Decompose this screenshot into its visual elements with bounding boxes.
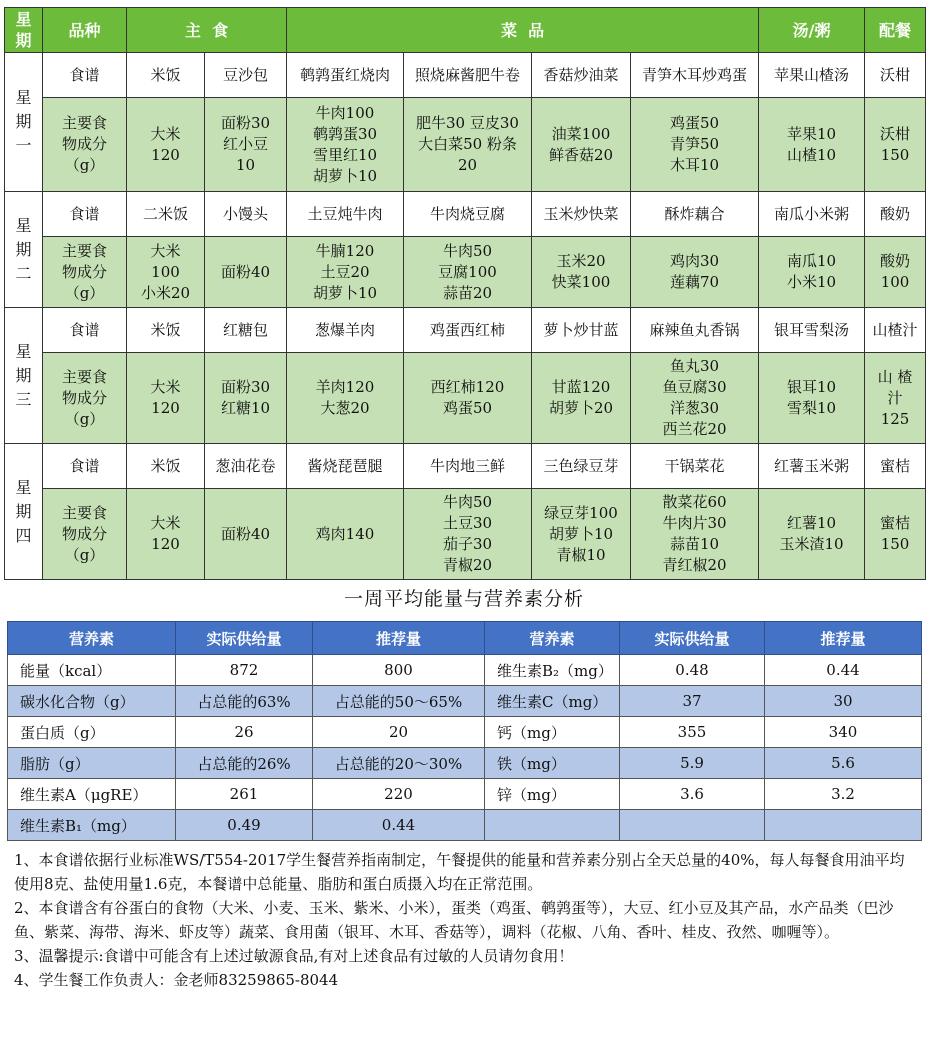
nutrient-cell: 钙（mg）	[485, 717, 620, 748]
composition-line: 红糖10	[220, 399, 271, 417]
composition-line: 鱼豆腐30	[662, 378, 727, 396]
recipe-cell: 酱烧琵琶腿	[287, 444, 404, 489]
composition-cell	[865, 353, 926, 444]
composition-cell	[127, 237, 205, 308]
composition-line: 100	[880, 273, 910, 291]
nutrient-cell: 872	[176, 655, 313, 686]
composition-line: 鹌鹑蛋30	[312, 124, 378, 143]
header-side: 配餐	[865, 8, 926, 53]
recipe-cell: 食谱	[43, 192, 127, 237]
nutrient-cell: 37	[620, 686, 765, 717]
note-item: 4、学生餐工作负责人：金老师83259865-8044	[14, 971, 339, 989]
recipe-cell: 照烧麻酱肥牛卷	[404, 53, 532, 98]
composition-line: 雪梨10	[786, 399, 837, 417]
composition-line: 物成分	[61, 388, 107, 407]
nutrient-cell: 铁（mg）	[485, 748, 620, 779]
composition-line: 羊肉120	[315, 378, 375, 396]
recipe-cell: 食谱	[43, 308, 127, 353]
composition-cell	[127, 489, 205, 580]
nutrient-row	[8, 655, 922, 686]
analysis-title: 一周平均能量与营养素分析	[343, 588, 584, 610]
composition-line: 大白菜50 粉条	[418, 135, 517, 153]
composition-line: 肥牛30 豆皮30	[416, 114, 519, 132]
nutrient-row	[8, 779, 922, 810]
composition-line: 小米10	[786, 273, 837, 291]
composition-cell	[205, 489, 287, 580]
recipe-cell: 葱爆羊肉	[287, 308, 404, 353]
nutrient-cell: 3.6	[620, 779, 765, 810]
composition-cell	[43, 237, 127, 308]
composition-line: 20	[457, 156, 478, 174]
composition-line: 油菜100	[551, 124, 611, 143]
recipe-cell: 酥炸藕合	[631, 192, 759, 237]
composition-line: 绿豆芽100	[544, 503, 618, 522]
recipe-cell: 山楂汁	[865, 308, 926, 353]
recipe-cell: 食谱	[43, 53, 127, 98]
composition-line: 鸡肉140	[315, 524, 375, 543]
nutrient-cell: 220	[313, 779, 485, 810]
composition-line: 豆腐100	[438, 262, 497, 281]
composition-line: 10	[235, 156, 256, 174]
composition-row	[5, 353, 926, 444]
nutrient-cell: 0.48	[620, 655, 765, 686]
composition-line: 酸奶	[880, 252, 911, 270]
nutrient-cell: 占总能的63%	[176, 686, 313, 717]
composition-line: 甘蓝120	[551, 378, 611, 396]
composition-cell	[631, 237, 759, 308]
recipe-cell: 二米饭	[127, 192, 205, 237]
composition-cell	[205, 98, 287, 192]
composition-cell	[127, 98, 205, 192]
recipe-cell: 红薯玉米粥	[759, 444, 865, 489]
recipe-row	[5, 444, 926, 489]
header-staple: 主 食	[127, 8, 287, 53]
composition-cell	[205, 353, 287, 444]
composition-line: 雪里红10	[312, 145, 378, 164]
nutrient-cell: 脂肪（g）	[8, 748, 176, 779]
nutrient-row	[8, 810, 922, 841]
nutrient-cell: 能量（kcal）	[8, 655, 176, 686]
composition-cell	[759, 98, 865, 192]
composition-line: 鸡肉30	[669, 252, 720, 270]
recipe-cell: 小馒头	[205, 192, 287, 237]
nutrient-cell: 261	[176, 779, 313, 810]
recipe-cell: 酸奶	[865, 192, 926, 237]
recipe-row	[5, 192, 926, 237]
composition-line: 鸡蛋50	[442, 399, 493, 417]
recipe-cell: 鸡蛋西红柿	[404, 308, 532, 353]
recipe-cell: 红糖包	[205, 308, 287, 353]
composition-cell	[404, 237, 532, 308]
composition-line: 主要食	[61, 114, 107, 132]
recipe-cell: 香菇炒油菜	[532, 53, 631, 98]
nutrient-row	[8, 686, 922, 717]
composition-line: 大米	[150, 378, 181, 396]
nutrient-body	[8, 655, 922, 841]
recipe-cell: 牛肉地三鲜	[404, 444, 532, 489]
composition-cell	[532, 353, 631, 444]
composition-line: 面粉30	[220, 378, 271, 396]
composition-line: 莲藕70	[669, 273, 720, 291]
composition-line: （g）	[64, 409, 105, 428]
composition-line: 牛肉100	[315, 103, 375, 122]
composition-line: 茄子30	[442, 535, 493, 553]
composition-cell	[404, 98, 532, 192]
composition-line: 红小豆	[222, 135, 268, 153]
nutrient-cell: 维生素C（mg）	[485, 686, 620, 717]
composition-line: 胡萝卜10	[548, 524, 614, 543]
composition-line: 120	[151, 145, 180, 164]
recipe-cell: 麻辣鱼丸香锅	[631, 308, 759, 353]
composition-line: 小米20	[140, 283, 191, 302]
composition-cell	[287, 98, 404, 192]
composition-line: 汁	[887, 388, 903, 407]
menu-body	[5, 53, 926, 580]
composition-cell	[631, 489, 759, 580]
composition-line: 胡萝卜20	[548, 399, 614, 417]
composition-line: 蒜苗20	[442, 283, 493, 302]
composition-cell	[631, 98, 759, 192]
composition-line: 胡萝卜10	[312, 166, 378, 185]
nutrient-row	[8, 717, 922, 748]
composition-line: 牛腩120	[315, 241, 375, 260]
composition-line: 150	[880, 145, 910, 164]
nutrient-cell: 0.44	[765, 655, 922, 686]
composition-line: 100	[151, 262, 180, 281]
composition-cell	[43, 489, 127, 580]
weekly-menu-table	[4, 7, 926, 580]
recipe-cell: 米饭	[127, 444, 205, 489]
nutrient-header-cell: 实际供给量	[176, 622, 313, 655]
composition-line: 南瓜10	[786, 252, 837, 270]
composition-line: 面粉30	[220, 114, 271, 132]
composition-cell	[404, 489, 532, 580]
nutrient-header-cell: 实际供给量	[620, 622, 765, 655]
recipe-cell: 葱油花卷	[205, 444, 287, 489]
composition-cell	[759, 353, 865, 444]
composition-row	[5, 98, 926, 192]
nutrient-cell: 维生素B₂（mg）	[485, 655, 620, 686]
recipe-row	[5, 308, 926, 353]
composition-line: 土豆30	[442, 514, 493, 532]
composition-line: 红薯10	[786, 514, 837, 532]
composition-line: 苹果10	[786, 124, 837, 143]
nutrient-cell	[485, 810, 620, 841]
composition-cell	[631, 353, 759, 444]
composition-line: 物成分	[61, 262, 107, 281]
day-label: 星期二	[5, 192, 43, 308]
composition-line: 牛肉50	[442, 241, 493, 260]
nutrient-cell: 20	[313, 717, 485, 748]
composition-line: 青笋50	[669, 135, 720, 153]
header-variety: 品种	[43, 8, 127, 53]
composition-line: 西红柿120	[430, 378, 505, 396]
composition-line: 牛肉片30	[662, 514, 727, 532]
composition-line: 洋葱30	[669, 399, 720, 417]
nutrient-cell	[620, 810, 765, 841]
nutrient-cell: 维生素B₁（mg）	[8, 810, 176, 841]
nutrient-cell: 0.49	[176, 810, 313, 841]
nutrient-cell: 30	[765, 686, 922, 717]
recipe-cell: 萝卜炒甘蓝	[532, 308, 631, 353]
composition-line: 蒜苗10	[669, 535, 720, 553]
day-label: 星期三	[5, 308, 43, 444]
nutrient-header-cell: 推荐量	[765, 622, 922, 655]
composition-cell	[532, 237, 631, 308]
composition-line: 大米	[150, 514, 181, 532]
composition-line: 150	[880, 535, 910, 553]
composition-line: 120	[151, 535, 180, 553]
composition-line: 快菜100	[551, 273, 611, 291]
note-item: 3、温馨提示:食谱中可能含有上述过敏源食品,有对上述食品有过敏的人员请勿食用！	[14, 947, 574, 965]
composition-line: 土豆20	[320, 262, 370, 281]
composition-cell	[287, 353, 404, 444]
nutrient-cell: 占总能的50～65%	[313, 686, 485, 717]
nutrient-header-cell: 营养素	[8, 622, 176, 655]
composition-line: 鸡蛋50	[669, 114, 720, 132]
composition-cell	[759, 237, 865, 308]
composition-line: 大葱20	[320, 399, 370, 417]
recipe-cell: 青笋木耳炒鸡蛋	[631, 53, 759, 98]
composition-line: 西兰花20	[662, 420, 727, 438]
recipe-cell: 干锅菜花	[631, 444, 759, 489]
composition-line: 木耳10	[669, 156, 720, 174]
recipe-cell: 牛肉烧豆腐	[404, 192, 532, 237]
composition-cell	[287, 237, 404, 308]
composition-cell	[532, 489, 631, 580]
composition-line: 散菜花60	[662, 493, 727, 511]
composition-line: （g）	[64, 156, 105, 174]
composition-line: 面粉40	[220, 262, 271, 281]
header-dishes: 菜 品	[287, 8, 759, 53]
note-item: 1、本食谱依据行业标准WS/T554-2017学生餐营养指南制定，午餐提供的能量和营养素分别占全天总量的40%，每人每餐食用油平均使用8克、盐使用量1.6克，本餐谱中总能量、脂肪和蛋白质摄入均在正常范围。	[14, 851, 905, 893]
nutrient-header-cell: 营养素	[485, 622, 620, 655]
menu-header-row	[5, 8, 926, 53]
recipe-cell: 食谱	[43, 444, 127, 489]
nutrient-cell: 碳水化合物（g）	[8, 686, 176, 717]
composition-line: 玉米20	[556, 252, 606, 270]
note-item: 2、本食谱含有谷蛋白的食物（大米、小麦、玉米、紫米、小米），蛋类（鸡蛋、鹌鹑蛋等），大豆、红小豆及其产品，水产品类（巴沙鱼、紫菜、海带、海米、虾皮等）蔬菜、食用菌（银耳、木耳、香菇等），调料（花椒、八角、香叶、桂皮、孜然、咖喱等）。	[14, 899, 894, 941]
composition-cell	[127, 353, 205, 444]
nutrient-cell: 355	[620, 717, 765, 748]
composition-row	[5, 489, 926, 580]
nutrient-cell: 0.44	[313, 810, 485, 841]
composition-line: 银耳10	[786, 378, 837, 396]
composition-line: 胡萝卜10	[312, 283, 378, 302]
composition-line: 物成分	[61, 135, 107, 153]
nutrient-cell: 占总能的20～30%	[313, 748, 485, 779]
composition-line: 主要食	[61, 367, 107, 386]
composition-line: 鱼丸30	[669, 357, 720, 375]
day-label: 星期一	[5, 53, 43, 192]
nutrient-cell	[765, 810, 922, 841]
recipe-cell: 玉米炒快菜	[532, 192, 631, 237]
recipe-cell: 鹌鹑蛋红烧肉	[287, 53, 404, 98]
recipe-cell: 土豆炖牛肉	[287, 192, 404, 237]
composition-cell	[287, 489, 404, 580]
recipe-cell: 银耳雪梨汤	[759, 308, 865, 353]
header-day: 星期	[5, 8, 43, 53]
recipe-cell: 米饭	[127, 308, 205, 353]
composition-line: 鲜香菇20	[548, 145, 614, 164]
recipe-cell: 三色绿豆芽	[532, 444, 631, 489]
composition-row	[5, 237, 926, 308]
composition-line: 大米	[150, 241, 181, 260]
composition-line: 沃柑	[880, 124, 911, 143]
composition-cell	[43, 98, 127, 192]
nutrient-cell: 锌（mg）	[485, 779, 620, 810]
nutrient-cell: 蛋白质（g）	[8, 717, 176, 748]
composition-line: 主要食	[61, 503, 107, 522]
header-soup: 汤/粥	[759, 8, 865, 53]
composition-line: 青红椒20	[662, 556, 727, 574]
nutrient-cell: 维生素A（μgRE）	[8, 779, 176, 810]
composition-line: 125	[880, 409, 910, 428]
recipe-cell: 南瓜小米粥	[759, 192, 865, 237]
recipe-cell: 苹果山楂汤	[759, 53, 865, 98]
notes-section	[14, 848, 914, 992]
composition-line: 山楂10	[786, 145, 837, 164]
nutrient-analysis-table	[7, 621, 922, 841]
nutrient-cell: 3.2	[765, 779, 922, 810]
composition-line: 主要食	[61, 241, 107, 260]
composition-line: 蜜桔	[880, 514, 911, 532]
composition-cell	[865, 98, 926, 192]
nutrient-header-row	[8, 622, 922, 655]
composition-line: 青椒10	[556, 545, 606, 564]
composition-line: （g）	[64, 283, 105, 302]
recipe-row	[5, 53, 926, 98]
composition-cell	[532, 98, 631, 192]
recipe-cell: 豆沙包	[205, 53, 287, 98]
composition-line: 面粉40	[220, 524, 271, 543]
recipe-cell: 沃柑	[865, 53, 926, 98]
composition-cell	[205, 237, 287, 308]
composition-cell	[865, 489, 926, 580]
nutrient-header-cell: 推荐量	[313, 622, 485, 655]
composition-cell	[43, 353, 127, 444]
nutrient-cell: 5.6	[765, 748, 922, 779]
composition-line: 120	[151, 399, 180, 417]
composition-cell	[759, 489, 865, 580]
composition-cell	[404, 353, 532, 444]
composition-line: 牛肉50	[442, 493, 493, 511]
recipe-cell: 米饭	[127, 53, 205, 98]
composition-line: 山 楂	[877, 367, 913, 386]
nutrient-cell: 5.9	[620, 748, 765, 779]
composition-cell	[865, 237, 926, 308]
composition-line: （g）	[64, 545, 105, 564]
composition-line: 大米	[150, 124, 181, 143]
day-label: 星期四	[5, 444, 43, 580]
nutrient-cell: 800	[313, 655, 485, 686]
nutrient-row	[8, 748, 922, 779]
nutrient-cell: 340	[765, 717, 922, 748]
composition-line: 玉米渣10	[779, 535, 844, 553]
nutrient-cell: 26	[176, 717, 313, 748]
nutrient-cell: 占总能的26%	[176, 748, 313, 779]
composition-line: 物成分	[61, 524, 107, 543]
composition-line: 青椒20	[442, 556, 493, 574]
recipe-cell: 蜜桔	[865, 444, 926, 489]
